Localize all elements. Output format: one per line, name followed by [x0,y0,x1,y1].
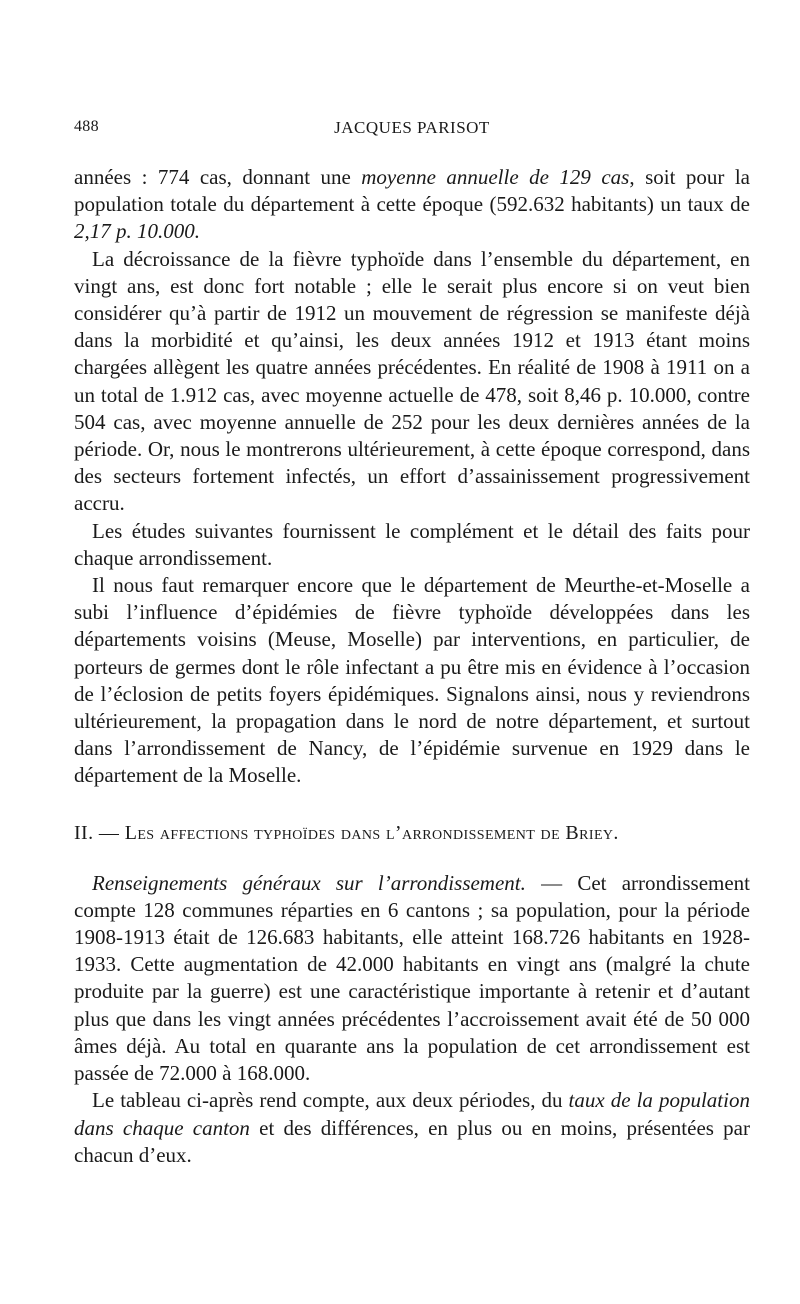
running-title: JACQUES PARISOT [334,118,490,137]
section-heading [74,820,750,846]
page-header [74,112,750,146]
paragraph-studies: Les études suivantes fournissent le complément et le détail des faits pour chaque arrondissement. [74,518,750,570]
paragraph-1-text-a: années : 774 cas, donnant une [74,165,362,189]
paragraph-6-text-b: et des différences, en plus ou en moins, présentées par chacun d’eux. [74,1115,750,1167]
book-page [74,112,750,1169]
paragraph-decline: La décroissance de la fièvre typhoïde dans l’ensemble du département, en vingt ans, est donc fort notable ; elle le serait plus encore si on veut bien considérer qu’à partir de 1912 un mouvement de régression se manifeste déjà dans la morbidité et qu’ainsi, les deux années 1912 et 1913 étant moins chargées allègent les quatre années précédentes. En réalité de 1908 à 1911 on a un total de 1.912 cas, avec moyenne actuelle de 478, soit 8,46 p. 10.000, contre 504 cas, avec moyenne annuelle de 252 pour les deux dernières années de la période. Or, nous le montrerons ultérieurement, à cette époque correspond, dans des secteurs fortement infectés, un effort d’assainissement progressivement accru. [74,246,750,516]
paragraph-6-italic: taux de la population dans chaque canton [74,1088,750,1140]
paragraph-table-intro [74,1087,750,1169]
paragraph-1-italic-a: moyenne annuelle de 129 cas [361,165,630,189]
paragraph-general-info [74,870,750,1088]
section-title: Les affections typhoïdes dans l’arrondissement de Briey. [124,821,619,844]
section-number: II. — [74,821,125,844]
paragraph-1-italic-b: 2,17 p. 10.000. [74,219,200,244]
paragraph-general-info-text: — Cet arrondissement compte 128 communes réparties en 6 cantons ; sa population, pour la période 1908-1913 était de 126.683 habitants, elle atteint 168.726 habitants en 1928-1933. Cette augmentation de 42.000 habitants en vingt ans (malgré la chute produite par la guerre) est une caractéristique importante à retenir et d’autant plus que dans les vingt années précédentes l’accroissement avait été de 50 000 âmes déjà. Au total en quarante ans la population de cet arrondissement est passée de 72.000 à 168.000. [74,870,750,1086]
paragraph-1-text-b: , soit pour la population totale du département à cette époque (592.632 habitants) un taux de [74,165,750,217]
paragraph-influence: Il nous faut remarquer encore que le département de Meurthe-et-Moselle a subi l’influence d’épidémies de fièvre typhoïde développées dans les départements voisins (Meuse, Moselle) par interventions, en particulier, de porteurs de germes dont le rôle infectant a pu être mis en évidence à l’occasion de l’éclosion de petits foyers épidémiques. Signalons ainsi, nous y reviendrons ultérieurement, la propagation dans le nord de notre département, et surtout dans l’arrondissement de Nancy, de l’épidémie survenue en 1929 dans le département de la Moselle. [74,573,750,788]
paragraph-6-text-a: Le tableau ci-après rend compte, aux deux périodes, du [92,1088,569,1113]
subsection-lead: Renseignements généraux sur l’arrondissement. [92,870,526,895]
page-number: 488 [74,118,99,135]
paragraph-continued [74,164,750,246]
